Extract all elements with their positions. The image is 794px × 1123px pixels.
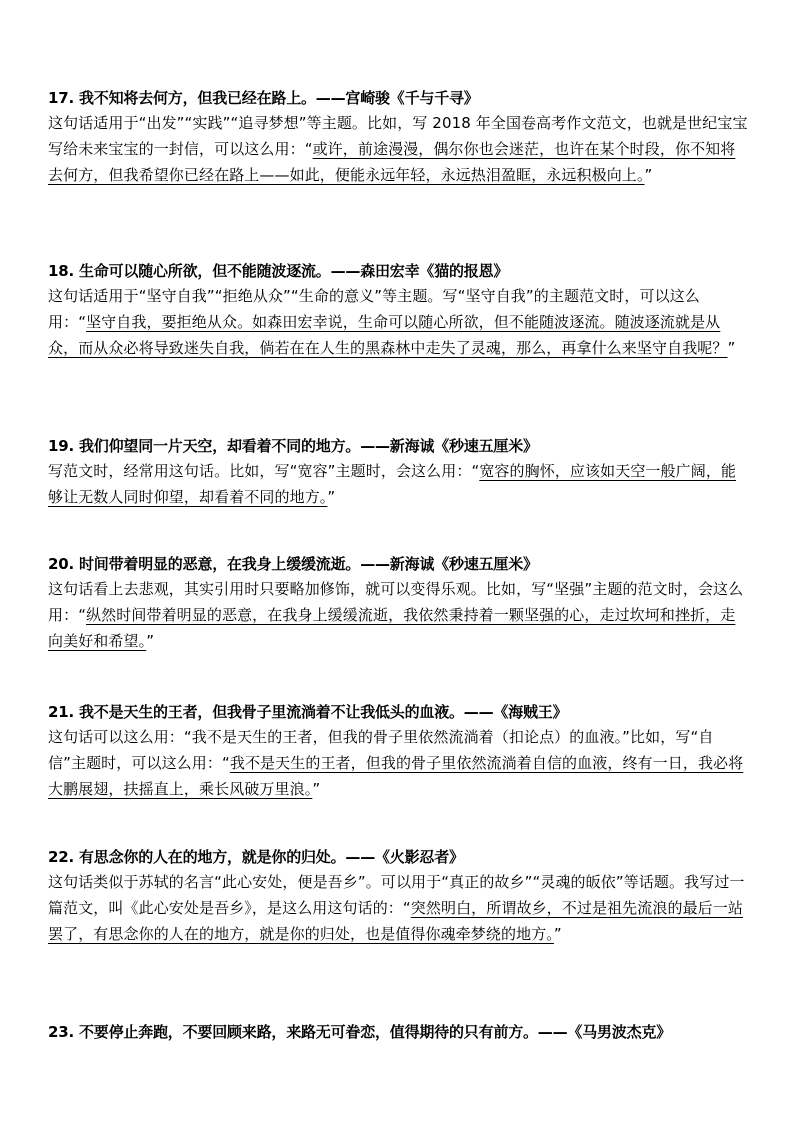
entry-22	[48, 845, 748, 947]
entry-body	[48, 724, 748, 802]
underlined-quote: 坚守自我，要拒绝从众。如森田宏幸说，生命可以随心所欲，但不能随波逐流。随波逐流就是从众，而从众必将导致迷失自我，倘若在在人生的黑森林中走失了灵魂，那么，再拿什么来坚守自我呢？	[48, 313, 728, 357]
quote-close: ”	[644, 166, 653, 184]
quote-close: ”	[146, 632, 155, 650]
entry-17	[48, 86, 748, 188]
entry-19	[48, 434, 748, 510]
entry-text: 这句话看上去悲观，其实引用时只要略加修饰，就可以变得乐观。比如，写“坚强”主题的范文时，会这么用：“	[48, 580, 744, 624]
quote-close: ”	[327, 488, 336, 506]
entry-20	[48, 552, 748, 654]
entry-18	[48, 259, 748, 361]
entry-heading: 22. 有思念你的人在的地方，就是你的归处。——《火影忍者》	[48, 848, 464, 866]
underlined-quote: 我不是天生的王者，但我的骨子里依然流淌着自信的血液，终有一日，我必将大鹏展翅，扶摇直上，乘长风破万里浪。	[48, 754, 744, 798]
entry-body	[48, 110, 748, 188]
underlined-quote: 纵然时间带着明显的恶意，在我身上缓缓流逝，我依然秉持着一颗坚强的心，走过坎坷和挫折，走向美好和希望。	[48, 606, 736, 650]
entry-body	[48, 458, 748, 510]
entry-heading: 23. 不要停止奔跑，不要回顾来路，来路无可眷恋，值得期待的只有前方。——《马男波杰克》	[48, 1023, 671, 1041]
underlined-quote: 或许，前途漫漫，偶尔你也会迷茫，也许在某个时段，你不知将去何方，但我希望你已经在路上——如此，便能永远年轻，永远热泪盈眶，永远积极向上。	[48, 140, 736, 184]
entry-heading: 21. 我不是天生的王者，但我骨子里流淌着不让我低头的血液。——《海贼王》	[48, 703, 568, 721]
entry-body	[48, 869, 748, 947]
entry-heading: 17. 我不知将去何方，但我已经在路上。——宫崎骏《千与千寻》	[48, 89, 479, 107]
quote-close: ”	[312, 780, 321, 798]
entry-text: 这句话适用于“出发”“实践”“追寻梦想”等主题。比如，写 2018 年全国卷高考作文范文，也就是世纪宝宝写给未来宝宝的一封信，可以这么用：“	[48, 114, 748, 158]
entry-heading: 18. 生命可以随心所欲，但不能随波逐流。——森田宏幸《猫的报恩》	[48, 262, 509, 280]
entry-body	[48, 576, 748, 654]
entry-text: 这句话适用于“坚守自我”“拒绝从众”“生命的意义”等主题。写“坚守自我”的主题范文时，可以这么用：“	[48, 287, 700, 331]
underlined-quote: 宽容的胸怀，应该如天空一般广阔，能够让无数人同时仰望，却看着不同的地方。	[48, 462, 737, 506]
underlined-quote: 突然明白，所谓故乡，不过是祖先流浪的最后一站罢了，有思念你的人在的地方，就是你的归处，也是值得你魂牵梦绕的地方。	[48, 899, 743, 943]
entry-heading: 19. 我们仰望同一片天空，却看着不同的地方。——新海诚《秒速五厘米》	[48, 437, 538, 455]
entry-heading: 20. 时间带着明显的恶意，在我身上缓缓流逝。——新海诚《秒速五厘米》	[48, 555, 538, 573]
entry-text: 这句话类似于苏轼的名言“此心安处，便是吾乡”。可以用于“真正的故乡”“灵魂的皈依”等话题。我写过一篇范文，叫《此心安处是吾乡》，是这么用这句话的：“	[48, 873, 745, 917]
quote-close: ”	[553, 925, 562, 943]
entry-body	[48, 283, 748, 361]
entry-21	[48, 700, 748, 802]
entry-text: 这句话可以这么用：“我不是天生的王者，但我的骨子里依然流淌着（扣论点）的血液。”比如，写“自信”主题时，可以这么用：“	[48, 728, 714, 772]
entry-text: 写范文时，经常用这句话。比如，写“宽容”主题时，会这么用：“	[48, 462, 480, 480]
entry-23	[48, 1020, 748, 1044]
quote-close: ”	[727, 339, 736, 357]
